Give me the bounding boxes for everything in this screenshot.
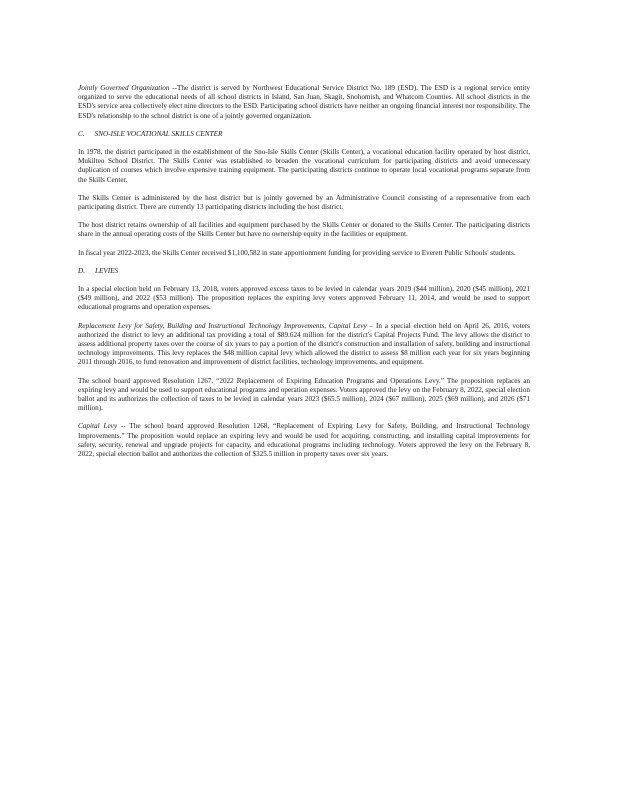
paragraph-lead: Capital Levy xyxy=(78,422,118,431)
paragraph-text: -- The school board approved Resolution 1268, “Replacement of Expiring Levy for Safety, Building, and Instructional Technology Improvements.” The proposition would replace an expiring levy and would be used for acquiring, constructing, and installing capital improvements for safety, security, renewal and upgrade projects for capacity, and educational programs including technology. Voters approved the levy on the February 8, 2022, special election ballot and authorizes the collection of $325.5 million in property taxes over six years. xyxy=(78,422,530,459)
section-number: C. xyxy=(78,129,85,138)
paragraph-skills-center-history: In 1978, the district participated in the establishment of the Sno-Isle Skills Center (Skills Center), a vocational education facility operated by host district, Mukilteo School District. The Skills Center was established to broaden the vocational curriculum for participating districts and avoid unnecessary duplication of courses which involve expensive training equipment. The participating districts continue to operate local vocational programs separate from the Skills Center. xyxy=(78,148,530,184)
section-title: SNO-ISLE VOCATIONAL SKILLS CENTER xyxy=(94,129,223,138)
paragraph-levy-2018: In a special election held on February 13, 2018, voters approved excess taxes to be levied in calendar years 2019 ($44 million), 2020 ($45 million), 2021 ($49 million), and 2022 ($53 million). The proposition replaces the expiring levy voters approved February 11, 2014, and would be used to support educational programs and operation expenses. xyxy=(78,285,530,312)
section-heading-d xyxy=(78,267,530,276)
paragraph-lead: Replacement Levy for Safety, Building and Instructional Technology Improvements, Capital Levy xyxy=(78,321,367,330)
paragraph-lead: Jointly Governed Organization xyxy=(78,84,170,92)
document-page xyxy=(78,84,530,459)
paragraph-skills-center-governance: The Skills Center is administered by the host district but is jointly governed by an Administrative Council consisting of a representative from each participating district. There are currently 13 participating districts including the host district. xyxy=(78,193,530,212)
paragraph-text: – In a special election held on April 26, 2016, voters authorized the district to levy an additional tax providing a total of $89.624 million for the district's Capital Projects Fund. The levy allows the district to assess additional property taxes over the course of six years to pay a portion of the district's construction and installation of safety, building and instructional technology improvements. This levy replaces the $48 million capital levy which allowed the district to assess $8 million each year for six years beginning 2011 through 2016, to fund renovation and improvement of district facilities, technology improvements, and equipment. xyxy=(78,321,530,367)
paragraph-skills-center-funding: In fiscal year 2022-2023, the Skills Center received $1,100,582 in state apportionment funding for providing service to Everett Public Schools' students. xyxy=(78,248,516,257)
section-heading-c xyxy=(78,130,530,139)
section-title: LEVIES xyxy=(95,266,119,275)
paragraph-capital-levy xyxy=(78,422,530,459)
paragraph-jointly-governed xyxy=(78,84,530,121)
paragraph-replacement-levy xyxy=(78,322,530,368)
paragraph-text: --The district is served by Northwest Educational Service District No. 189 (ESD). The ESD is a regional service entity organized to serve the educational needs of all school districts in Island, San Juan, Skagit, Snohomish, and Whatcom Counties. All school districts in the ESD's service area collectively elect nine directors to the ESD. Participating school districts have neither an ongoing financial interest nor responsibility. The ESD's relationship to the school district is one of a jointly governed organization. xyxy=(78,84,530,120)
section-number: D. xyxy=(78,266,85,275)
paragraph-skills-center-ownership: The host district retains ownership of all facilities and equipment purchased by the Skills Center or donated to the Skills Center. The participating districts share in the annual operating costs of the Skills Center but have no ownership equity in the facilities or equipment. xyxy=(78,221,530,239)
paragraph-resolution-1267: The school board approved Resolution 1267, “2022 Replacement of Expiring Education Programs and Operations Levy.” The proposition replaces an expiring levy and would be used to support educational programs and operation expenses. Voters approved the levy on the February 8, 2022, special election ballot and its authorizes the collection of taxes to be levied in calendar years 2023 ($65.5 million), 2024 ($67 million), 2025 ($69 million), and 2026 ($71 million). xyxy=(78,376,530,413)
